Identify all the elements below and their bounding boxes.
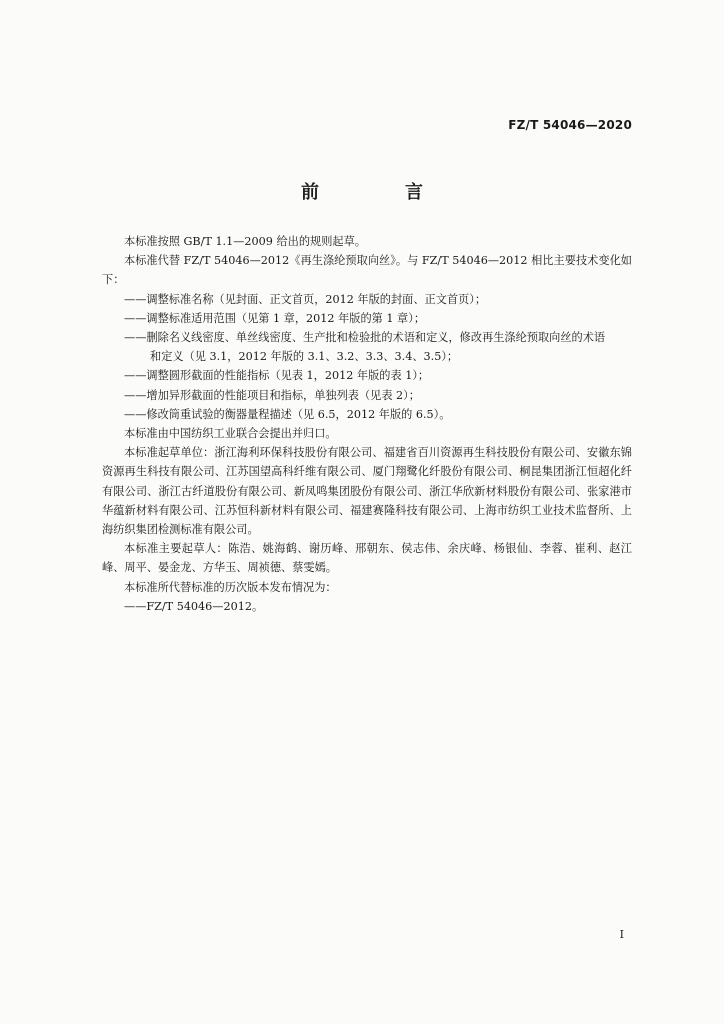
change-item: ——调整标准名称（见封面、正文首页，2012 年版的封面、正文首页）；: [124, 292, 487, 306]
change-item-continuation: 和定义（见 3.1，2012 年版的 3.1、3.2、3.3、3.4、3.5）；: [150, 350, 459, 364]
history-paragraph: 本标准所代替标准的历次版本发布情况为：: [124, 580, 337, 594]
change-item: ——增加异形截面的性能项目和指标，单独列表（见表 2）；: [124, 388, 420, 402]
change-item: ——调整圆形截面的性能指标（见表 1，2012 年版的表 1）；: [124, 369, 430, 383]
replacement-paragraph: 本标准代替 FZ/T 54046—2012《再生涤纶预取向丝》。与 FZ/T 54046—2012 相比主要技术变化如下：: [102, 254, 632, 287]
change-item: ——修改筒重试验的衡器量程描述（见 6.5，2012 年版的 6.5）。: [124, 407, 451, 421]
drafting-rules-paragraph: 本标准按照 GB/T 1.1—2009 给出的规则起草。: [124, 235, 366, 248]
change-item: ——调整标准适用范围（见第 1 章，2012 年版的第 1 章）；: [124, 311, 426, 325]
drafting-units-paragraph: 本标准起草单位：浙江海利环保科技股份有限公司、福建省百川资源再生科技股份有限公司、安徽东锦资源再生科技有限公司、江苏国望高科纤维有限公司、厦门翔鹭化纤股份有限公司、桐昆集团浙江恒超化纤有限公司、浙江古纤道股份有限公司、新凤鸣集团股份有限公司、浙江华欣新材料股份有限公司、张家港市华蕴新材料有限公司、江苏恒科新材料有限公司、福建赛隆科技有限公司、上海市纺织工业技术监督所、上海纺织集团检测标准有限公司。: [102, 446, 632, 537]
history-item: ——FZ/T 54046—2012。: [124, 599, 264, 613]
drafters-paragraph: 本标准主要起草人：陈浩、姚海鹤、谢历峰、邢朝东、侯志伟、余庆峰、杨银仙、李蓉、崔利、赵江峰、周平、晏金龙、方华玉、周祯德、蔡雯嫣。: [102, 542, 632, 575]
proposer-paragraph: 本标准由中国纺织工业联合会提出并归口。: [124, 427, 337, 441]
foreword-body: [102, 232, 632, 616]
standard-number: FZ/T 54046—2020: [508, 118, 632, 132]
page-number: I: [619, 928, 624, 941]
section-title: 前 言: [301, 182, 457, 203]
change-item: ——删除名义线密度、单丝线密度、生产批和检验批的术语和定义，修改再生涤纶预取向丝的术语: [124, 331, 606, 345]
